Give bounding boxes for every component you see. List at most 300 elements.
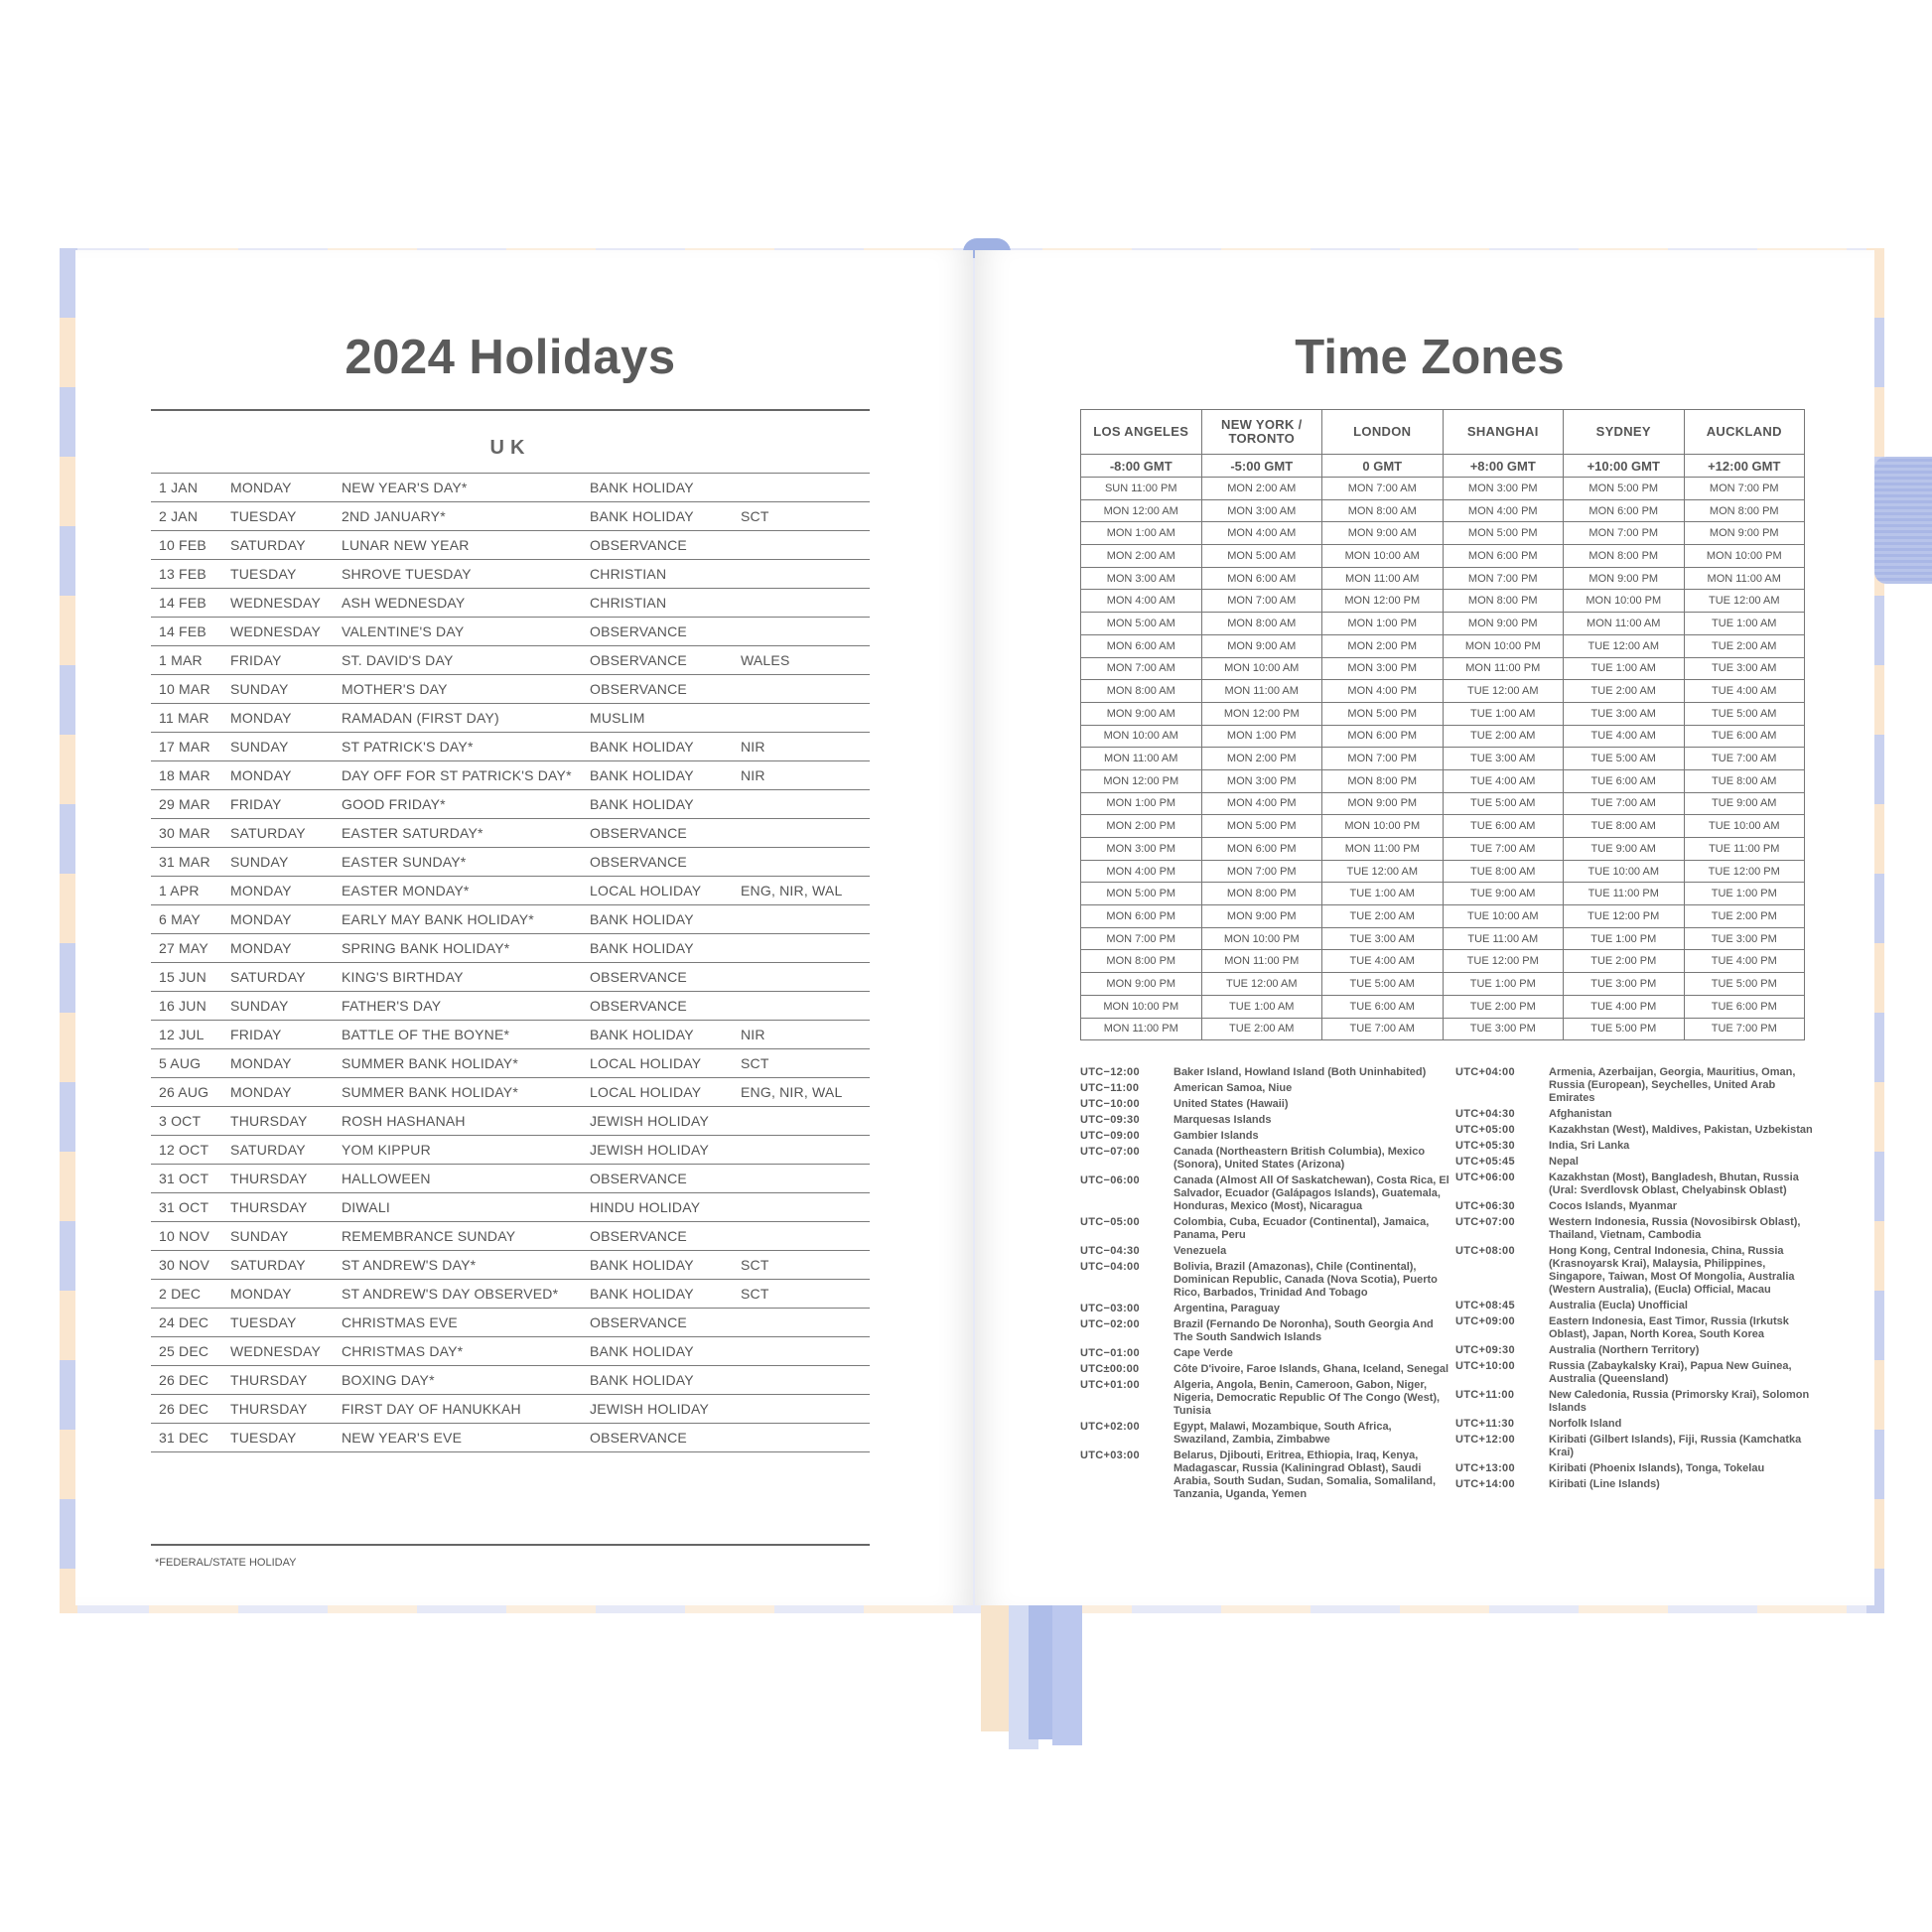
holiday-name: ST ANDREW'S DAY* (334, 1251, 582, 1280)
holiday-type: LOCAL HOLIDAY (582, 877, 733, 905)
holiday-date: 17 MAR (151, 733, 222, 761)
time-cell: MON 11:00 PM (1443, 657, 1564, 680)
holiday-region (733, 704, 870, 733)
holiday-region (733, 1107, 870, 1136)
time-cell: TUE 2:00 AM (1684, 634, 1805, 657)
holiday-name: ASH WEDNESDAY (334, 589, 582, 618)
utc-code: UTC−07:00 (1080, 1146, 1140, 1158)
utc-code: UTC+05:00 (1455, 1124, 1515, 1136)
time-cell: TUE 8:00 AM (1684, 769, 1805, 792)
time-row (1081, 927, 1805, 950)
time-cell: MON 9:00 AM (1201, 634, 1322, 657)
holiday-region (733, 1424, 870, 1452)
holiday-row (151, 1165, 870, 1193)
holiday-region: SCT (733, 1251, 870, 1280)
holiday-day: MONDAY (222, 1049, 334, 1078)
time-cell: TUE 6:00 AM (1322, 995, 1444, 1018)
holiday-row (151, 819, 870, 848)
time-cell: TUE 8:00 AM (1564, 815, 1685, 838)
time-cell: MON 8:00 PM (1201, 883, 1322, 905)
utc-entry (1080, 1379, 1449, 1418)
time-cell: MON 8:00 AM (1322, 499, 1444, 522)
time-cell: TUE 6:00 PM (1684, 995, 1805, 1018)
holiday-day: THURSDAY (222, 1193, 334, 1222)
utc-regions: Marquesas Islands (1173, 1114, 1272, 1126)
holiday-name: LUNAR NEW YEAR (334, 531, 582, 560)
utc-entry (1080, 1174, 1449, 1213)
time-cell: MON 9:00 PM (1443, 613, 1564, 635)
time-cell: MON 4:00 PM (1201, 792, 1322, 815)
utc-code: UTC+05:30 (1455, 1140, 1515, 1152)
holiday-row (151, 934, 870, 963)
holiday-type: JEWISH HOLIDAY (582, 1395, 733, 1424)
utc-regions: Norfolk Island (1549, 1418, 1622, 1430)
utc-code: UTC+01:00 (1080, 1379, 1140, 1391)
time-cell: TUE 1:00 AM (1322, 883, 1444, 905)
holiday-day: WEDNESDAY (222, 589, 334, 618)
time-row (1081, 522, 1805, 545)
time-cell: TUE 6:00 AM (1443, 815, 1564, 838)
time-row (1081, 995, 1805, 1018)
time-cell: MON 12:00 PM (1201, 702, 1322, 725)
holiday-day: SATURDAY (222, 963, 334, 992)
holiday-day: THURSDAY (222, 1366, 334, 1395)
time-row (1081, 590, 1805, 613)
holiday-type: LOCAL HOLIDAY (582, 1078, 733, 1107)
time-cell: MON 4:00 AM (1201, 522, 1322, 545)
time-cell: MON 6:00 PM (1564, 499, 1685, 522)
utc-entry (1080, 1363, 1449, 1376)
holiday-date: 14 FEB (151, 589, 222, 618)
utc-entry (1080, 1347, 1449, 1360)
time-cell: TUE 11:00 PM (1564, 883, 1685, 905)
time-cell: MON 6:00 PM (1322, 725, 1444, 748)
holiday-type: BANK HOLIDAY (582, 761, 733, 790)
time-cell: MON 6:00 PM (1201, 838, 1322, 861)
holiday-region (733, 934, 870, 963)
holiday-region (733, 589, 870, 618)
holiday-type: OBSERVANCE (582, 848, 733, 877)
time-cell: TUE 1:00 PM (1684, 883, 1805, 905)
utc-regions: Kiribati (Line Islands) (1549, 1478, 1660, 1490)
utc-list-right (1455, 1066, 1815, 1494)
utc-code: UTC−12:00 (1080, 1066, 1140, 1078)
time-cell: TUE 5:00 AM (1443, 792, 1564, 815)
utc-entry (1080, 1303, 1449, 1315)
holiday-region: WALES (733, 646, 870, 675)
time-cell: MON 11:00 PM (1081, 1018, 1202, 1040)
time-row (1081, 748, 1805, 770)
holiday-region (733, 905, 870, 934)
holiday-region (733, 1309, 870, 1337)
holiday-name: YOM KIPPUR (334, 1136, 582, 1165)
time-cell: MON 1:00 PM (1081, 792, 1202, 815)
utc-regions: Kazakhstan (West), Maldives, Pakistan, Uzbekistan (1549, 1124, 1813, 1136)
time-cell: MON 10:00 PM (1443, 634, 1564, 657)
holiday-region (733, 675, 870, 704)
holiday-row (151, 502, 870, 531)
utc-regions: Hong Kong, Central Indonesia, China, Russia (Krasnoyarsk Krai), Malaysia, Philippines, Singapore, Taiwan, Most Of Mongolia, Australia (Western Australia), (Eucla) Official, Macau (1549, 1245, 1795, 1296)
utc-entry (1455, 1245, 1815, 1297)
utc-entry (1455, 1462, 1815, 1475)
holiday-day: MONDAY (222, 905, 334, 934)
time-row (1081, 815, 1805, 838)
time-row (1081, 680, 1805, 703)
utc-code: UTC+05:45 (1455, 1156, 1515, 1168)
utc-list-left (1080, 1066, 1449, 1504)
holiday-day: WEDNESDAY (222, 1337, 334, 1366)
holiday-name: SUMMER BANK HOLIDAY* (334, 1049, 582, 1078)
holiday-day: FRIDAY (222, 646, 334, 675)
utc-regions: American Samoa, Niue (1173, 1082, 1293, 1094)
utc-code: UTC+04:30 (1455, 1108, 1515, 1120)
time-row (1081, 769, 1805, 792)
holiday-date: 5 AUG (151, 1049, 222, 1078)
holiday-name: FIRST DAY OF HANUKKAH (334, 1395, 582, 1424)
holiday-region (733, 474, 870, 502)
time-row (1081, 702, 1805, 725)
utc-code: UTC+14:00 (1455, 1478, 1515, 1490)
holiday-type: BANK HOLIDAY (582, 474, 733, 502)
time-cell: MON 2:00 AM (1201, 478, 1322, 500)
holiday-date: 2 JAN (151, 502, 222, 531)
time-cell: MON 7:00 PM (1684, 478, 1805, 500)
time-row (1081, 973, 1805, 996)
holiday-name: EASTER SUNDAY* (334, 848, 582, 877)
holiday-name: SPRING BANK HOLIDAY* (334, 934, 582, 963)
time-cell: TUE 3:00 AM (1564, 702, 1685, 725)
time-cell: TUE 3:00 AM (1443, 748, 1564, 770)
holiday-name: BOXING DAY* (334, 1366, 582, 1395)
utc-regions: Western Indonesia, Russia (Novosibirsk Oblast), Thailand, Vietnam, Cambodia (1549, 1216, 1801, 1241)
utc-code: UTC+13:00 (1455, 1462, 1515, 1474)
utc-code: UTC+07:00 (1455, 1216, 1515, 1228)
time-cell: TUE 7:00 AM (1443, 838, 1564, 861)
utc-entry (1455, 1315, 1815, 1341)
utc-entry (1455, 1140, 1815, 1153)
utc-code: UTC+11:00 (1455, 1389, 1515, 1401)
time-cell: MON 11:00 AM (1564, 613, 1685, 635)
holiday-row (151, 1309, 870, 1337)
time-cell: MON 10:00 PM (1564, 590, 1685, 613)
ribbon-bookmark[interactable] (1052, 1600, 1082, 1745)
utc-code: UTC−11:00 (1080, 1082, 1140, 1094)
holiday-date: 29 MAR (151, 790, 222, 819)
utc-code: UTC−01:00 (1080, 1347, 1140, 1359)
holiday-date: 2 DEC (151, 1280, 222, 1309)
time-cell: TUE 4:00 AM (1564, 725, 1685, 748)
utc-regions: Nepal (1549, 1156, 1579, 1168)
utc-entry (1455, 1389, 1815, 1415)
time-cell: MON 5:00 AM (1081, 613, 1202, 635)
time-cell: TUE 2:00 PM (1443, 995, 1564, 1018)
holiday-day: SUNDAY (222, 848, 334, 877)
holiday-row (151, 1366, 870, 1395)
holiday-region (733, 531, 870, 560)
utc-regions: Eastern Indonesia, East Timor, Russia (Irkutsk Oblast), Japan, North Korea, South Korea (1549, 1315, 1789, 1340)
time-cell: MON 12:00 PM (1322, 590, 1444, 613)
holiday-date: 26 DEC (151, 1395, 222, 1424)
holiday-name: EARLY MAY BANK HOLIDAY* (334, 905, 582, 934)
utc-code: UTC−05:00 (1080, 1216, 1140, 1228)
holiday-type: OBSERVANCE (582, 1165, 733, 1193)
utc-regions: Canada (Northeastern British Columbia), Mexico (Sonora), United States (Arizona) (1173, 1146, 1426, 1171)
holiday-type: HINDU HOLIDAY (582, 1193, 733, 1222)
holiday-row (151, 704, 870, 733)
time-cell: MON 7:00 PM (1081, 927, 1202, 950)
time-cell: MON 11:00 PM (1322, 838, 1444, 861)
time-cell: TUE 5:00 AM (1322, 973, 1444, 996)
time-cell: MON 1:00 AM (1081, 522, 1202, 545)
time-cell: MON 9:00 PM (1684, 522, 1805, 545)
time-row (1081, 613, 1805, 635)
holiday-name: BATTLE OF THE BOYNE* (334, 1021, 582, 1049)
utc-entry (1080, 1146, 1449, 1172)
holiday-row (151, 531, 870, 560)
holiday-day: SUNDAY (222, 992, 334, 1021)
holiday-region (733, 1165, 870, 1193)
utc-entry (1080, 1245, 1449, 1258)
utc-entry (1455, 1300, 1815, 1312)
time-cell: MON 4:00 PM (1443, 499, 1564, 522)
time-row (1081, 838, 1805, 861)
holiday-day: SATURDAY (222, 1136, 334, 1165)
gmt-offset: -5:00 GMT (1201, 455, 1322, 478)
holiday-region (733, 1366, 870, 1395)
holiday-name: ST ANDREW'S DAY OBSERVED* (334, 1280, 582, 1309)
holiday-date: 11 MAR (151, 704, 222, 733)
utc-entry (1455, 1156, 1815, 1169)
time-cell: TUE 12:00 AM (1443, 680, 1564, 703)
time-cell: MON 5:00 PM (1322, 702, 1444, 725)
utc-regions: Kazakhstan (Most), Bangladesh, Bhutan, Russia (Ural: Sverdlovsk Oblast, Chelyabinsk Oblast) (1549, 1172, 1799, 1196)
holiday-day: MONDAY (222, 1078, 334, 1107)
time-cell: MON 3:00 PM (1201, 769, 1322, 792)
time-row (1081, 860, 1805, 883)
time-cell: TUE 1:00 PM (1443, 973, 1564, 996)
gmt-offset: +12:00 GMT (1684, 455, 1805, 478)
time-row (1081, 725, 1805, 748)
holiday-name: ST PATRICK'S DAY* (334, 733, 582, 761)
holidays-table (151, 473, 870, 1452)
holiday-row (151, 1395, 870, 1424)
holiday-date: 27 MAY (151, 934, 222, 963)
time-cell: TUE 10:00 AM (1684, 815, 1805, 838)
time-cell: TUE 5:00 AM (1684, 702, 1805, 725)
city-header: LOS ANGELES (1081, 410, 1202, 455)
holiday-date: 25 DEC (151, 1337, 222, 1366)
time-row (1081, 883, 1805, 905)
time-cell: TUE 5:00 PM (1684, 973, 1805, 996)
time-cell: TUE 11:00 PM (1684, 838, 1805, 861)
time-cell: MON 7:00 AM (1081, 657, 1202, 680)
utc-regions: Armenia, Azerbaijan, Georgia, Mauritius, Oman, Russia (European), Seychelles, United Arab Emirates (1549, 1066, 1796, 1104)
gmt-offset: +10:00 GMT (1564, 455, 1685, 478)
time-cell: MON 7:00 AM (1201, 590, 1322, 613)
holiday-day: SATURDAY (222, 1251, 334, 1280)
time-cell: MON 4:00 PM (1081, 860, 1202, 883)
holiday-type: BANK HOLIDAY (582, 905, 733, 934)
holiday-day: FRIDAY (222, 1021, 334, 1049)
holiday-date: 24 DEC (151, 1309, 222, 1337)
time-cell: MON 7:00 PM (1322, 748, 1444, 770)
utc-entry (1455, 1108, 1815, 1121)
time-cell: TUE 10:00 AM (1443, 905, 1564, 928)
time-cell: TUE 4:00 PM (1684, 950, 1805, 973)
holiday-date: 16 JUN (151, 992, 222, 1021)
utc-regions: United States (Hawaii) (1173, 1098, 1289, 1110)
divider (151, 409, 870, 411)
holiday-region (733, 1337, 870, 1366)
holiday-date: 18 MAR (151, 761, 222, 790)
holiday-name: GOOD FRIDAY* (334, 790, 582, 819)
holiday-type: OBSERVANCE (582, 1424, 733, 1452)
holiday-row (151, 1136, 870, 1165)
utc-code: UTC+06:30 (1455, 1200, 1515, 1212)
time-cell: TUE 12:00 PM (1443, 950, 1564, 973)
holiday-name: ROSH HASHANAH (334, 1107, 582, 1136)
time-cell: MON 7:00 PM (1564, 522, 1685, 545)
utc-code: UTC−02:00 (1080, 1318, 1140, 1330)
time-cell: MON 10:00 AM (1201, 657, 1322, 680)
time-cell: MON 11:00 AM (1081, 748, 1202, 770)
holiday-name: EASTER MONDAY* (334, 877, 582, 905)
holiday-date: 10 MAR (151, 675, 222, 704)
utc-entry (1455, 1216, 1815, 1242)
holiday-type: MUSLIM (582, 704, 733, 733)
time-cell: MON 10:00 PM (1081, 995, 1202, 1018)
utc-entry (1080, 1421, 1449, 1447)
elastic-pen-loop[interactable] (1874, 457, 1932, 584)
utc-regions: Baker Island, Howland Island (Both Uninhabited) (1173, 1066, 1427, 1078)
holiday-day: THURSDAY (222, 1395, 334, 1424)
utc-code: UTC+08:00 (1455, 1245, 1515, 1257)
utc-regions: Cocos Islands, Myanmar (1549, 1200, 1677, 1212)
holiday-region: NIR (733, 733, 870, 761)
city-header: SHANGHAI (1443, 410, 1564, 455)
holiday-name: CHRISTMAS EVE (334, 1309, 582, 1337)
time-cell: MON 10:00 AM (1081, 725, 1202, 748)
holiday-row (151, 675, 870, 704)
holiday-type: OBSERVANCE (582, 963, 733, 992)
holiday-type: OBSERVANCE (582, 646, 733, 675)
holiday-type: CHRISTIAN (582, 589, 733, 618)
holiday-type: BANK HOLIDAY (582, 934, 733, 963)
utc-regions: Kiribati (Phoenix Islands), Tonga, Tokelau (1549, 1462, 1765, 1474)
time-cell: MON 8:00 PM (1443, 590, 1564, 613)
holiday-type: OBSERVANCE (582, 1309, 733, 1337)
utc-entry (1080, 1261, 1449, 1300)
utc-entry (1455, 1344, 1815, 1357)
time-cell: MON 3:00 PM (1443, 478, 1564, 500)
city-header: AUCKLAND (1684, 410, 1805, 455)
utc-code: UTC−06:00 (1080, 1174, 1140, 1186)
holiday-day: MONDAY (222, 474, 334, 502)
holiday-region: ENG, NIR, WAL (733, 877, 870, 905)
time-cell: TUE 3:00 PM (1564, 973, 1685, 996)
time-cell: TUE 9:00 AM (1564, 838, 1685, 861)
holiday-name: NEW YEAR'S DAY* (334, 474, 582, 502)
utc-regions: Colombia, Cuba, Ecuador (Continental), Jamaica, Panama, Peru (1173, 1216, 1430, 1241)
holiday-day: MONDAY (222, 934, 334, 963)
time-cell: TUE 2:00 AM (1322, 905, 1444, 928)
holiday-day: TUESDAY (222, 560, 334, 589)
utc-regions: Belarus, Djibouti, Eritrea, Ethiopia, Iraq, Kenya, Madagascar, Russia (Kaliningrad Oblast), Saudi Arabia, South Sudan, Sudan, Somalia, Somaliland, Tanzania, Uganda, Yemen (1173, 1449, 1437, 1500)
holiday-name: 2ND JANUARY* (334, 502, 582, 531)
holiday-day: FRIDAY (222, 790, 334, 819)
holiday-type: JEWISH HOLIDAY (582, 1136, 733, 1165)
holiday-day: THURSDAY (222, 1165, 334, 1193)
utc-code: UTC−03:00 (1080, 1303, 1140, 1314)
time-row (1081, 478, 1805, 500)
time-cell: MON 1:00 PM (1322, 613, 1444, 635)
holiday-day: SUNDAY (222, 675, 334, 704)
time-cell: TUE 1:00 AM (1443, 702, 1564, 725)
time-cell: MON 12:00 PM (1081, 769, 1202, 792)
time-cell: TUE 2:00 AM (1564, 680, 1685, 703)
holiday-region: NIR (733, 1021, 870, 1049)
right-page-time-zones (975, 250, 1874, 1605)
holiday-date: 26 DEC (151, 1366, 222, 1395)
holiday-row (151, 963, 870, 992)
holiday-row (151, 1222, 870, 1251)
holiday-date: 15 JUN (151, 963, 222, 992)
utc-regions: New Caledonia, Russia (Primorsky Krai), Solomon Islands (1549, 1389, 1810, 1414)
time-zone-table (1080, 409, 1805, 1040)
holiday-name: NEW YEAR'S EVE (334, 1424, 582, 1452)
time-cell: MON 4:00 AM (1081, 590, 1202, 613)
holiday-region (733, 963, 870, 992)
utc-regions: Australia (Northern Territory) (1549, 1344, 1700, 1356)
time-cell: MON 2:00 PM (1081, 815, 1202, 838)
holiday-type: BANK HOLIDAY (582, 790, 733, 819)
time-cell: MON 9:00 PM (1201, 905, 1322, 928)
time-cell: MON 3:00 PM (1322, 657, 1444, 680)
time-cell: TUE 5:00 AM (1564, 748, 1685, 770)
holiday-name: DIWALI (334, 1193, 582, 1222)
holiday-type: BANK HOLIDAY (582, 733, 733, 761)
holiday-region: SCT (733, 1280, 870, 1309)
holiday-date: 10 FEB (151, 531, 222, 560)
utc-code: UTC+08:45 (1455, 1300, 1515, 1311)
time-cell: TUE 12:00 AM (1564, 634, 1685, 657)
utc-entry (1080, 1449, 1449, 1501)
utc-regions: Australia (Eucla) Unofficial (1549, 1300, 1688, 1311)
utc-entry (1455, 1478, 1815, 1491)
time-cell: MON 6:00 PM (1443, 545, 1564, 568)
utc-regions: Gambier Islands (1173, 1130, 1259, 1142)
utc-regions: Venezuela (1173, 1245, 1227, 1257)
time-cell: TUE 1:00 PM (1564, 927, 1685, 950)
utc-entry (1080, 1216, 1449, 1242)
utc-entry (1080, 1114, 1449, 1127)
holiday-type: BANK HOLIDAY (582, 502, 733, 531)
time-cell: TUE 4:00 AM (1443, 769, 1564, 792)
utc-regions: Afghanistan (1549, 1108, 1612, 1120)
time-cell: TUE 4:00 AM (1322, 950, 1444, 973)
time-cell: TUE 7:00 PM (1684, 1018, 1805, 1040)
utc-entry (1455, 1172, 1815, 1197)
holiday-row (151, 1021, 870, 1049)
page-title: 2024 Holidays (345, 331, 676, 384)
holiday-day: MONDAY (222, 704, 334, 733)
holiday-row (151, 618, 870, 646)
holiday-region (733, 819, 870, 848)
gmt-offset: -8:00 GMT (1081, 455, 1202, 478)
holiday-date: 1 APR (151, 877, 222, 905)
holiday-region: NIR (733, 761, 870, 790)
time-cell: TUE 2:00 PM (1684, 905, 1805, 928)
